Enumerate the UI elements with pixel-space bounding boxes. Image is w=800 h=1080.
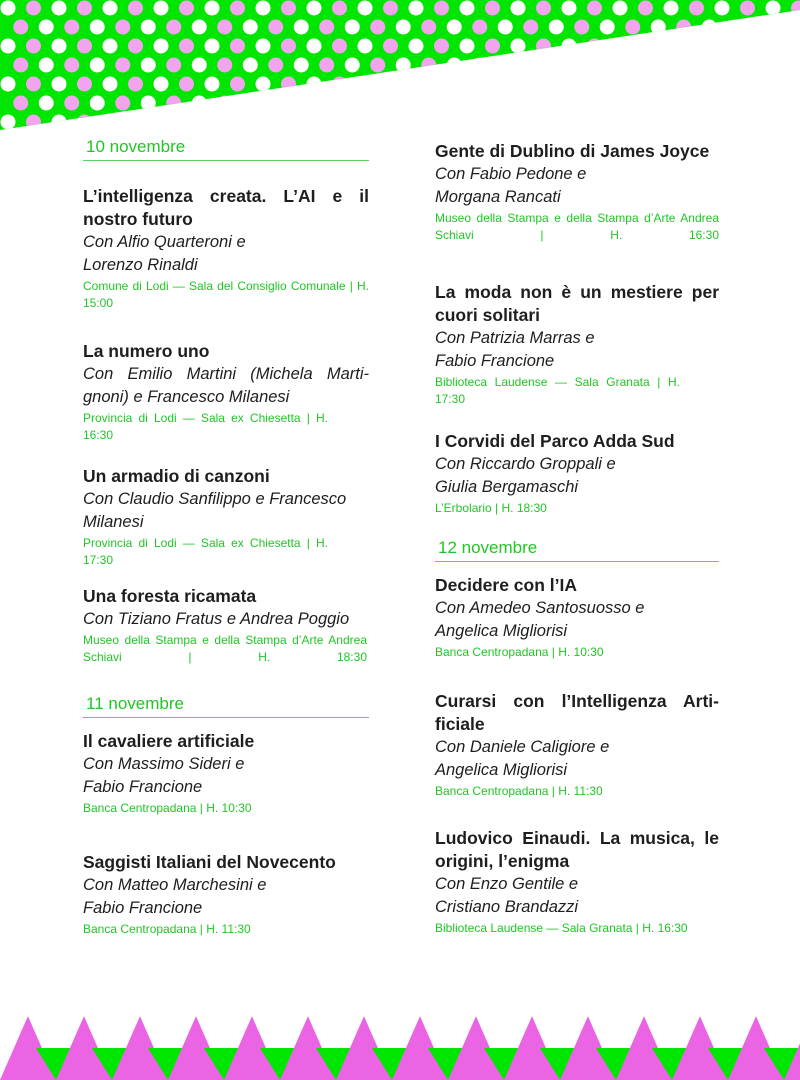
polka-dot bbox=[727, 58, 742, 73]
polka-dot bbox=[638, 77, 653, 92]
event-title: Decidere con l’IA bbox=[435, 575, 577, 595]
polka-dot bbox=[613, 115, 628, 130]
polka-dot bbox=[192, 20, 207, 35]
polka-dot bbox=[536, 1, 551, 16]
event-corvidi-adda-sud bbox=[435, 430, 719, 517]
polka-dot bbox=[562, 39, 577, 54]
polka-dot bbox=[536, 115, 551, 130]
polka-dot bbox=[511, 39, 526, 54]
event-speakers: Con Alfio Quarteroni e Lorenzo Rinaldi bbox=[83, 233, 246, 274]
polka-dot bbox=[715, 115, 730, 130]
polka-dot bbox=[562, 115, 577, 130]
polka-dot bbox=[778, 58, 793, 73]
polka-dot bbox=[421, 58, 436, 73]
polka-dot bbox=[307, 77, 322, 92]
polka-dot bbox=[574, 96, 589, 111]
polka-dot bbox=[740, 77, 755, 92]
event-venue: Banca Centropadana | H. 11:30 bbox=[435, 784, 603, 798]
polka-dot bbox=[332, 1, 347, 16]
polka-dot bbox=[128, 77, 143, 92]
date-header-11-novembre: 11 novembre bbox=[83, 693, 369, 718]
polka-dot bbox=[205, 1, 220, 16]
polka-dot bbox=[409, 77, 424, 92]
polka-dot bbox=[664, 115, 679, 130]
event-venue: Banca Centropadana | H. 11:30 bbox=[83, 922, 251, 936]
event-curarsi-con-ia bbox=[435, 690, 719, 800]
polka-dot bbox=[217, 96, 232, 111]
polka-dot bbox=[498, 20, 513, 35]
polka-dot bbox=[358, 115, 373, 130]
event-speakers: Con Emilio Martini (Michela Marti-gnoni) e Francesco Milanesi bbox=[83, 365, 369, 406]
polka-dot bbox=[52, 1, 67, 16]
polka-dot bbox=[52, 39, 67, 54]
polka-dot bbox=[409, 1, 424, 16]
polka-dot bbox=[281, 1, 296, 16]
polka-dot bbox=[13, 96, 28, 111]
polka-dot bbox=[128, 115, 143, 130]
event-venue: Provincia di Lodi — Sala ex Chiesetta | H. 16:30 bbox=[83, 411, 328, 442]
polka-dot bbox=[154, 77, 169, 92]
polka-dot bbox=[625, 58, 640, 73]
polka-dot bbox=[26, 39, 41, 54]
polka-dot bbox=[625, 96, 640, 111]
polka-dot bbox=[103, 77, 118, 92]
polka-dot bbox=[421, 96, 436, 111]
polka-dot bbox=[791, 39, 800, 54]
polka-dot bbox=[523, 58, 538, 73]
polka-dot bbox=[702, 20, 717, 35]
polka-dot bbox=[676, 96, 691, 111]
polka-dot bbox=[256, 1, 271, 16]
polka-dot bbox=[77, 1, 92, 16]
polka-dot bbox=[485, 77, 500, 92]
polka-dot bbox=[651, 20, 666, 35]
polka-dot bbox=[689, 77, 704, 92]
polka-dot bbox=[740, 1, 755, 16]
polka-dot bbox=[549, 20, 564, 35]
polka-dot bbox=[230, 115, 245, 130]
polka-dot bbox=[613, 77, 628, 92]
polka-dot bbox=[39, 20, 54, 35]
event-venue: Biblioteca Laudense — Sala Granata | H. 17:30 bbox=[435, 375, 680, 406]
event-foresta-ricamata bbox=[83, 585, 369, 666]
polka-dot bbox=[472, 20, 487, 35]
polka-dot bbox=[447, 58, 462, 73]
polka-dot bbox=[256, 39, 271, 54]
polka-dot bbox=[396, 20, 411, 35]
polka-dot bbox=[1, 39, 16, 54]
polka-dot bbox=[638, 39, 653, 54]
polka-dot bbox=[141, 58, 156, 73]
polka-dot bbox=[13, 58, 28, 73]
polka-dot bbox=[676, 20, 691, 35]
polka-dot bbox=[689, 39, 704, 54]
event-ludovico-einaudi bbox=[435, 827, 719, 937]
polka-dot bbox=[676, 58, 691, 73]
polka-dot bbox=[26, 115, 41, 130]
event-saggisti-italiani bbox=[83, 851, 369, 938]
polka-dot bbox=[64, 20, 79, 35]
polka-dot bbox=[192, 58, 207, 73]
polka-dot bbox=[485, 39, 500, 54]
polka-dot bbox=[600, 96, 615, 111]
polka-dot bbox=[472, 58, 487, 73]
polka-dot bbox=[217, 58, 232, 73]
polka-dot bbox=[651, 96, 666, 111]
polka-dot bbox=[294, 96, 309, 111]
polka-dot bbox=[26, 77, 41, 92]
polka-dot bbox=[1, 115, 16, 130]
polka-dot bbox=[39, 58, 54, 73]
polka-dot bbox=[256, 77, 271, 92]
polka-dot bbox=[753, 58, 768, 73]
polka-dot bbox=[319, 58, 334, 73]
date-header-10-novembre: 10 novembre bbox=[83, 136, 369, 161]
event-la-numero-uno bbox=[83, 340, 369, 444]
polka-dot bbox=[128, 39, 143, 54]
triangle-border-decoration bbox=[0, 1016, 800, 1080]
polka-dot bbox=[740, 115, 755, 130]
polka-dot bbox=[434, 39, 449, 54]
event-speakers: Con Enzo Gentile e Cristiano Brandazzi bbox=[435, 875, 579, 916]
event-armadio-di-canzoni bbox=[83, 465, 369, 569]
polka-dot bbox=[574, 58, 589, 73]
polka-dot bbox=[460, 77, 475, 92]
polka-dot bbox=[154, 115, 169, 130]
event-venue: Banca Centropadana | H. 10:30 bbox=[83, 801, 252, 815]
polka-dot bbox=[243, 20, 258, 35]
polka-dot bbox=[460, 115, 475, 130]
event-title: La moda non è un mestiere per cuori solitari bbox=[435, 282, 719, 325]
event-title: I Corvidi del Parco Adda Sud bbox=[435, 431, 675, 451]
polka-dot bbox=[727, 96, 742, 111]
event-title: Ludovico Einaudi. La musica, le origini, l’enigma bbox=[435, 828, 719, 871]
polka-dot bbox=[447, 96, 462, 111]
polka-dot bbox=[383, 77, 398, 92]
polka-dot bbox=[613, 1, 628, 16]
polka-dot bbox=[115, 58, 130, 73]
polka-dot bbox=[766, 77, 781, 92]
event-title: Gente di Dublino di James Joyce bbox=[435, 141, 710, 161]
polka-dot bbox=[281, 115, 296, 130]
polka-dot bbox=[434, 1, 449, 16]
polka-dot bbox=[294, 58, 309, 73]
polka-dot bbox=[664, 39, 679, 54]
polka-dot bbox=[370, 96, 385, 111]
event-venue: Banca Centropadana | H. 10:30 bbox=[435, 645, 604, 659]
polka-dot bbox=[791, 77, 800, 92]
polka-dot bbox=[141, 96, 156, 111]
polka-dot bbox=[536, 77, 551, 92]
polka-dot bbox=[268, 58, 283, 73]
polka-dot bbox=[154, 1, 169, 16]
polka-dot bbox=[562, 1, 577, 16]
event-speakers: Con Tiziano Fratus e Andrea Poggio bbox=[83, 610, 350, 628]
polka-dot bbox=[778, 20, 793, 35]
polka-dot bbox=[409, 115, 424, 130]
polka-dot bbox=[753, 20, 768, 35]
polka-dot bbox=[523, 20, 538, 35]
polka-dot bbox=[498, 96, 513, 111]
polka-dot bbox=[243, 96, 258, 111]
polka-dot bbox=[243, 58, 258, 73]
polka-dot bbox=[230, 39, 245, 54]
polka-dot bbox=[638, 1, 653, 16]
polka-dot bbox=[396, 96, 411, 111]
polka-dot bbox=[345, 58, 360, 73]
polka-dot bbox=[358, 39, 373, 54]
polka-dot bbox=[154, 39, 169, 54]
polka-dot bbox=[727, 20, 742, 35]
polka-dot bbox=[434, 115, 449, 130]
polka-dot bbox=[166, 58, 181, 73]
polka-dot bbox=[587, 39, 602, 54]
polka-dot bbox=[103, 115, 118, 130]
event-title: Un armadio di canzoni bbox=[83, 466, 270, 486]
polka-dot bbox=[396, 58, 411, 73]
polka-dot bbox=[625, 20, 640, 35]
polka-dot bbox=[166, 96, 181, 111]
polka-dot bbox=[77, 77, 92, 92]
polka-dot bbox=[52, 115, 67, 130]
date-header-12-novembre: 12 novembre bbox=[435, 537, 719, 562]
polka-dot bbox=[778, 96, 793, 111]
polka-dot bbox=[13, 20, 28, 35]
polka-dot bbox=[332, 39, 347, 54]
polka-dot bbox=[39, 96, 54, 111]
polka-dot bbox=[753, 96, 768, 111]
polka-dot bbox=[766, 39, 781, 54]
polka-dot bbox=[447, 20, 462, 35]
polka-dot bbox=[613, 39, 628, 54]
polka-dot bbox=[319, 20, 334, 35]
polka-dot-banner bbox=[0, 0, 800, 140]
polka-dot bbox=[179, 39, 194, 54]
event-venue: L’Erbolario | H. 18:30 bbox=[435, 501, 547, 515]
polka-dot bbox=[460, 1, 475, 16]
event-intelligenza-creata bbox=[83, 185, 369, 312]
event-title: Saggisti Italiani del Novecento bbox=[83, 852, 336, 872]
polka-dot bbox=[268, 20, 283, 35]
polka-dot bbox=[1, 1, 16, 16]
polka-dot bbox=[64, 58, 79, 73]
polka-dot bbox=[370, 58, 385, 73]
polka-dot bbox=[332, 115, 347, 130]
polka-dot bbox=[307, 39, 322, 54]
polka-dot bbox=[664, 1, 679, 16]
event-title: Curarsi con l’Intelligenza Arti-ficiale bbox=[435, 691, 719, 734]
polka-dot bbox=[332, 77, 347, 92]
event-venue: Museo della Stampa e della Stampa d’Arte Andrea Schiavi | H. 16:30 bbox=[435, 211, 719, 242]
polka-dot bbox=[562, 77, 577, 92]
polka-dot bbox=[600, 58, 615, 73]
polka-dot bbox=[651, 58, 666, 73]
polka-dot bbox=[358, 77, 373, 92]
event-speakers: Con Amedeo Santosuosso e Angelica Migliorisi bbox=[435, 599, 645, 640]
polka-dot bbox=[294, 20, 309, 35]
event-moda-non-mestiere bbox=[435, 281, 719, 408]
polka-dot bbox=[740, 39, 755, 54]
event-speakers: Con Fabio Pedone e Morgana Rancati bbox=[435, 165, 587, 206]
polka-dot bbox=[702, 58, 717, 73]
polka-dot bbox=[511, 77, 526, 92]
polka-dot bbox=[77, 115, 92, 130]
polka-dot bbox=[638, 115, 653, 130]
polka-dot bbox=[472, 96, 487, 111]
polka-dot bbox=[230, 1, 245, 16]
polka-dot bbox=[268, 96, 283, 111]
polka-dot bbox=[511, 115, 526, 130]
event-speakers: Con Riccardo Groppali e Giulia Bergamaschi bbox=[435, 455, 616, 496]
polka-dot bbox=[179, 115, 194, 130]
event-speakers: Con Claudio Sanfilippo e Francesco Milanesi bbox=[83, 490, 347, 531]
polka-dot bbox=[192, 96, 207, 111]
polka-dot bbox=[128, 1, 143, 16]
polka-dot bbox=[536, 39, 551, 54]
polka-dot bbox=[766, 115, 781, 130]
polka-dot bbox=[358, 1, 373, 16]
polka-dot bbox=[409, 39, 424, 54]
polka-dot bbox=[434, 77, 449, 92]
event-speakers: Con Massimo Sideri e Fabio Francione bbox=[83, 755, 245, 796]
polka-dot bbox=[689, 1, 704, 16]
polka-dot bbox=[205, 39, 220, 54]
event-venue: Provincia di Lodi — Sala ex Chiesetta | H. 17:30 bbox=[83, 536, 328, 567]
polka-dot bbox=[370, 20, 385, 35]
polka-dot bbox=[766, 1, 781, 16]
polka-dot bbox=[715, 1, 730, 16]
event-speakers: Con Daniele Caligiore e Angelica Migliorisi bbox=[435, 738, 610, 779]
event-title: Una foresta ricamata bbox=[83, 586, 257, 606]
event-venue: Biblioteca Laudense — Sala Granata | H. 16:30 bbox=[435, 921, 688, 935]
polka-dot bbox=[319, 96, 334, 111]
polka-dot bbox=[549, 96, 564, 111]
polka-dot bbox=[115, 96, 130, 111]
polka-dot bbox=[1, 77, 16, 92]
polka-dot bbox=[587, 1, 602, 16]
event-title: La numero uno bbox=[83, 341, 210, 361]
polka-dot bbox=[383, 39, 398, 54]
polka-dot bbox=[103, 1, 118, 16]
event-speakers: Con Patrizia Marras e Fabio Francione bbox=[435, 329, 595, 370]
polka-dot bbox=[345, 20, 360, 35]
polka-dot bbox=[217, 20, 232, 35]
event-gente-di-dublino bbox=[435, 140, 719, 244]
polka-dot bbox=[179, 77, 194, 92]
polka-dot bbox=[77, 39, 92, 54]
polka-dot bbox=[307, 115, 322, 130]
polka-dot bbox=[587, 115, 602, 130]
polka-dot bbox=[90, 58, 105, 73]
polka-dot bbox=[103, 39, 118, 54]
event-title: L’intelligenza creata. L’AI e il nostro futuro bbox=[83, 186, 369, 229]
event-speakers: Con Matteo Marchesini e Fabio Francione bbox=[83, 876, 267, 917]
polka-dot bbox=[485, 115, 500, 130]
polka-dot bbox=[205, 77, 220, 92]
polka-dot bbox=[26, 1, 41, 16]
polka-dot bbox=[689, 115, 704, 130]
polka-dot bbox=[523, 96, 538, 111]
polka-dot bbox=[256, 115, 271, 130]
polka-dot bbox=[791, 115, 800, 130]
polka-dot bbox=[230, 77, 245, 92]
polka-dot bbox=[600, 20, 615, 35]
polka-dot bbox=[383, 1, 398, 16]
polka-dot bbox=[587, 77, 602, 92]
polka-dot bbox=[281, 39, 296, 54]
polka-dot bbox=[115, 20, 130, 35]
polka-dot bbox=[664, 77, 679, 92]
polka-dot bbox=[52, 77, 67, 92]
polka-dot bbox=[702, 96, 717, 111]
polka-dot bbox=[421, 20, 436, 35]
polka-dot bbox=[307, 1, 322, 16]
polka-dot bbox=[166, 20, 181, 35]
polka-dot bbox=[64, 96, 79, 111]
polka-dot bbox=[205, 115, 220, 130]
polka-dot bbox=[460, 39, 475, 54]
polka-dot bbox=[90, 96, 105, 111]
polka-dot bbox=[511, 1, 526, 16]
polka-dot bbox=[90, 20, 105, 35]
event-decidere-con-ia bbox=[435, 574, 719, 661]
polka-dot bbox=[281, 77, 296, 92]
polka-dot bbox=[574, 20, 589, 35]
polka-dot bbox=[179, 1, 194, 16]
polka-dot bbox=[485, 1, 500, 16]
event-cavaliere-artificiale bbox=[83, 730, 369, 817]
event-title: Il cavaliere artificiale bbox=[83, 731, 255, 751]
polka-dot bbox=[498, 58, 513, 73]
event-venue: Museo della Stampa e della Stampa d’Arte Andrea Schiavi | H. 18:30 bbox=[83, 633, 367, 664]
event-venue: Comune di Lodi — Sala del Consiglio Comunale | H. 15:00 bbox=[83, 279, 369, 310]
polka-dot bbox=[345, 96, 360, 111]
polka-dot bbox=[383, 115, 398, 130]
polka-dot bbox=[549, 58, 564, 73]
polka-dot bbox=[715, 39, 730, 54]
polka-dot bbox=[715, 77, 730, 92]
polka-dot bbox=[141, 20, 156, 35]
